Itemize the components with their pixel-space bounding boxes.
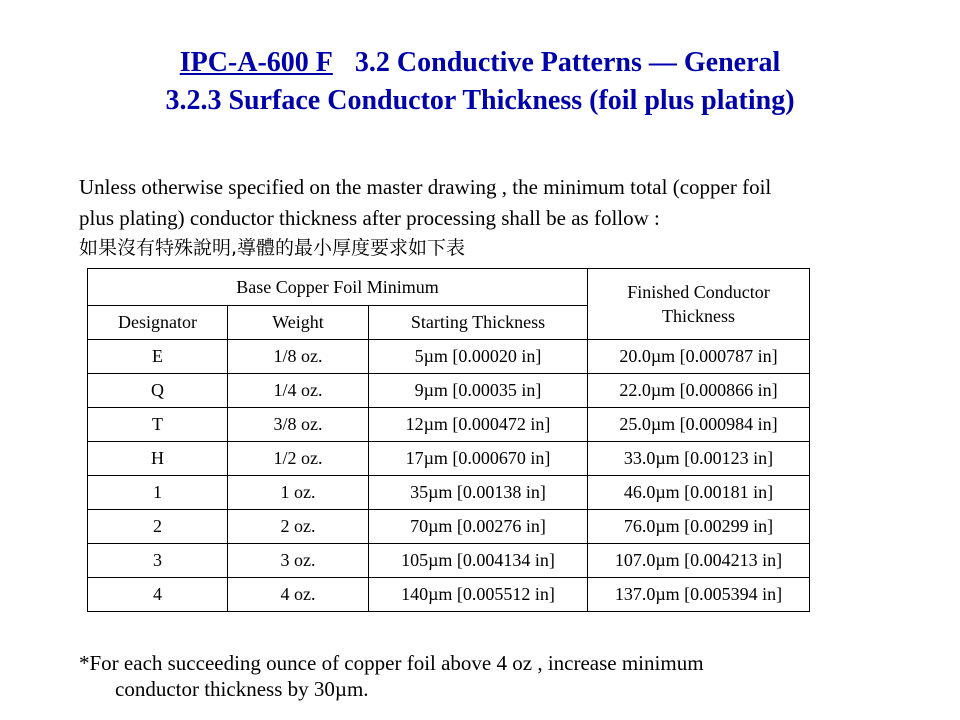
finished-thickness-cell: 137.0µm [0.005394 in] [588, 578, 810, 612]
weight-cell: 1/4 oz. [228, 374, 369, 408]
starting-thickness-cell: 17µm [0.000670 in] [369, 442, 588, 476]
finished-thickness-cell: 33.0µm [0.00123 in] [588, 442, 810, 476]
intro-line-1: Unless otherwise specified on the master drawing , the minimum total (copper foil [79, 175, 772, 199]
starting-thickness-cell: 5µm [0.00020 in] [369, 340, 588, 374]
intro-line-2: plus plating) conductor thickness after processing shall be as follow : [79, 206, 660, 230]
table-row [88, 442, 810, 476]
designator-cell: 3 [88, 544, 228, 578]
weight-cell: 3/8 oz. [228, 408, 369, 442]
designator-cell: 1 [88, 476, 228, 510]
finished-thickness-cell: 46.0µm [0.00181 in] [588, 476, 810, 510]
intro-paragraph [79, 172, 899, 262]
column-header-weight: Weight [228, 306, 369, 340]
weight-cell: 3 oz. [228, 544, 369, 578]
slide-title [0, 44, 960, 120]
table-row [88, 476, 810, 510]
standard-name: IPC-A-600 F [179, 47, 333, 78]
weight-cell: 1/2 oz. [228, 442, 369, 476]
starting-thickness-cell: 12µm [0.000472 in] [369, 408, 588, 442]
column-header-starting-thickness: Starting Thickness [369, 306, 588, 340]
weight-cell: 2 oz. [228, 510, 369, 544]
column-header-designator: Designator [88, 306, 228, 340]
table-header-row-1 [88, 269, 810, 306]
finished-header-line-2: Thickness [662, 306, 735, 326]
finished-header-line-1: Finished Conductor [627, 282, 770, 302]
base-copper-header: Base Copper Foil Minimum [88, 269, 588, 306]
designator-cell: T [88, 408, 228, 442]
finished-conductor-header [588, 269, 810, 340]
table-row [88, 544, 810, 578]
title-line-1 [0, 44, 960, 82]
finished-thickness-cell: 76.0µm [0.00299 in] [588, 510, 810, 544]
footnote-line-2: conductor thickness by 30µm. [115, 677, 369, 701]
finished-thickness-cell: 107.0µm [0.004213 in] [588, 544, 810, 578]
weight-cell: 4 oz. [228, 578, 369, 612]
finished-thickness-cell: 22.0µm [0.000866 in] [588, 374, 810, 408]
designator-cell: E [88, 340, 228, 374]
starting-thickness-cell: 105µm [0.004134 in] [369, 544, 588, 578]
section-title: 3.2 Conductive Patterns — General [354, 47, 781, 78]
designator-cell: 4 [88, 578, 228, 612]
table-row [88, 374, 810, 408]
weight-cell: 1 oz. [228, 476, 369, 510]
designator-cell: 2 [88, 510, 228, 544]
starting-thickness-cell: 140µm [0.005512 in] [369, 578, 588, 612]
subsection-title: 3.2.3 Surface Conductor Thickness (foil plus plating) [165, 85, 795, 116]
starting-thickness-cell: 35µm [0.00138 in] [369, 476, 588, 510]
intro-chinese: 如果沒有特殊說明,導體的最小厚度要求如下表 [79, 237, 466, 259]
finished-thickness-cell: 20.0µm [0.000787 in] [588, 340, 810, 374]
table-row [88, 408, 810, 442]
weight-cell: 1/8 oz. [228, 340, 369, 374]
table-row [88, 578, 810, 612]
table-row [88, 510, 810, 544]
footnote [79, 650, 704, 702]
finished-thickness-cell: 25.0µm [0.000984 in] [588, 408, 810, 442]
designator-cell: H [88, 442, 228, 476]
designator-cell: Q [88, 374, 228, 408]
starting-thickness-cell: 9µm [0.00035 in] [369, 374, 588, 408]
table-row [88, 340, 810, 374]
starting-thickness-cell: 70µm [0.00276 in] [369, 510, 588, 544]
footnote-line-1: *For each succeeding ounce of copper foil above 4 oz , increase minimum [79, 651, 704, 675]
thickness-table [87, 268, 810, 612]
